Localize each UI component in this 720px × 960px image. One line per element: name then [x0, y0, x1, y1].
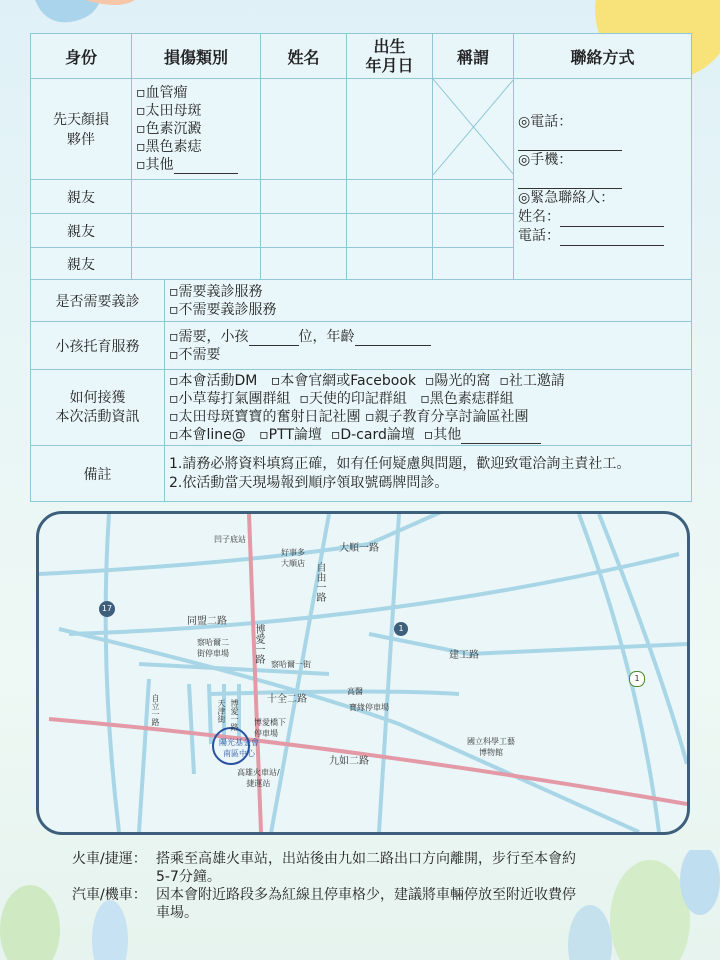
- partner-relation-cell-crossed: [433, 79, 514, 180]
- row-label-family-3: 親友: [31, 248, 132, 280]
- label-ziyou-road: 自由一路: [314, 562, 325, 602]
- family-1-name[interactable]: [261, 180, 347, 214]
- childcare-label: 小孩托育服務: [31, 322, 165, 370]
- car-mode-label: 汽車/機車：: [72, 887, 147, 903]
- option-hemangioma[interactable]: ▫血管瘤: [136, 85, 188, 101]
- option-strawberry-group[interactable]: ▫小草莓打氣團群組: [169, 390, 291, 407]
- label-station-top: 凹子底站: [214, 535, 246, 544]
- option-other[interactable]: ▫其他: [136, 156, 256, 174]
- header-contact: 聯絡方式: [514, 34, 692, 79]
- option-social-worker[interactable]: ▫社工邀請: [499, 372, 565, 389]
- label-jiangong-road: 建工路: [449, 650, 479, 661]
- family-2-name[interactable]: [261, 214, 347, 248]
- map-roads: [39, 514, 687, 832]
- option-ota-nevus[interactable]: ▫太田母斑: [136, 103, 202, 119]
- row-label-family-2: 親友: [31, 214, 132, 248]
- option-sunshine-nest[interactable]: ▫陽光的窩: [424, 372, 491, 389]
- label-center: 陽光基金會 南區中心: [219, 738, 259, 758]
- label-chahaer-street: 察哈爾一街: [271, 660, 311, 669]
- train-text: 搭乘至高雄火車站，出站後由九如二路出口方向離開，步行至本會約 5-7分鐘。: [156, 851, 576, 885]
- label-parking-3: 博愛橋下 停車場: [254, 718, 286, 738]
- highway-17-badge: 17: [99, 601, 115, 617]
- option-parenting-club[interactable]: ▫親子教育分享討論區社團: [364, 408, 529, 425]
- row-label-partner: 先天顏損 夥伴: [31, 79, 132, 180]
- header-name: 姓名: [261, 34, 347, 79]
- consult-options: [165, 280, 692, 322]
- option-dm[interactable]: ▫本會活動DM: [169, 372, 258, 389]
- contact-em-phone[interactable]: 電話：: [518, 227, 687, 246]
- family-3-type[interactable]: [132, 248, 261, 280]
- contact-phone[interactable]: ◎電話：: [518, 113, 573, 130]
- label-kaohsiung-station: 高雄火車站/ 捷運站: [237, 768, 280, 788]
- option-dcard[interactable]: ▫D-card論壇: [330, 426, 415, 443]
- cross-out-mark: [433, 79, 514, 175]
- label-boai-road: 博愛一路: [253, 624, 264, 664]
- info-source-options: [165, 370, 692, 446]
- option-no-childcare[interactable]: ▫不需要: [169, 346, 221, 363]
- label-parking-2: 寶緣停車場: [349, 703, 389, 712]
- option-line[interactable]: ▫本會line@: [169, 426, 246, 443]
- contact-em-name[interactable]: 姓名：: [518, 208, 687, 227]
- family-1-birth[interactable]: [347, 180, 433, 214]
- partner-name-cell[interactable]: [261, 79, 347, 180]
- consult-label: 是否需要義診: [31, 280, 165, 322]
- option-melanocytic-nevus[interactable]: ▫黑色素痣: [136, 139, 202, 155]
- highway-1-badge-east: 1: [629, 671, 645, 687]
- highway-1-badge: 1: [394, 622, 408, 636]
- option-need-childcare[interactable]: ▫需要，小孩 位，年齡: [169, 328, 687, 346]
- contact-emergency: ◎緊急聯絡人：: [518, 189, 615, 206]
- option-need-consult[interactable]: ▫需要義診服務: [169, 283, 263, 300]
- label-costco: 好事多 大順店: [281, 548, 305, 568]
- label-zili-road: 自立一路: [151, 694, 160, 726]
- option-pigmentation[interactable]: ▫色素沉澱: [136, 121, 202, 137]
- family-3-birth[interactable]: [347, 248, 433, 280]
- option-ota-club[interactable]: ▫太田母斑寶寶的奮射日記社團: [169, 408, 361, 425]
- note-1: 1.請務必將資料填寫正確，如有任何疑慮與問題，歡迎致電洽詢主責社工。: [169, 455, 631, 472]
- contact-cell: [514, 79, 692, 280]
- header-birth: 出生 年月日: [347, 34, 433, 79]
- header-relation: 稱謂: [433, 34, 514, 79]
- label-kmu-hospital: 高醫: [347, 687, 363, 696]
- partner-birth-cell[interactable]: [347, 79, 433, 180]
- header-damage-type: 損傷類別: [132, 34, 261, 79]
- label-shiquan-road: 十全二路: [267, 694, 307, 705]
- row-label-family-1: 親友: [31, 180, 132, 214]
- family-1-type[interactable]: [132, 180, 261, 214]
- direction-train: [72, 850, 676, 886]
- option-no-consult[interactable]: ▫不需要義診服務: [169, 301, 277, 318]
- label-tongmeng-road: 同盟二路: [187, 616, 227, 627]
- train-mode-label: 火車/捷運：: [72, 851, 147, 867]
- header-identity: 身份: [31, 34, 132, 79]
- family-2-birth[interactable]: [347, 214, 433, 248]
- label-parking-1: 察哈爾二 街停車場: [197, 638, 229, 658]
- label-dashun-road: 大順一路: [339, 543, 379, 554]
- option-ptt[interactable]: ▫PTT論壇: [259, 426, 322, 443]
- family-3-name[interactable]: [261, 248, 347, 280]
- label-tianjin-street: 天津街: [217, 699, 226, 723]
- option-other-source[interactable]: ▫其他: [424, 427, 542, 443]
- option-nevus-group[interactable]: ▫黑色素痣群組: [420, 390, 514, 407]
- notes-content: [165, 446, 692, 502]
- damage-options: [132, 79, 261, 180]
- family-3-relation[interactable]: [433, 248, 514, 280]
- family-2-relation[interactable]: [433, 214, 514, 248]
- label-jiuru-road: 九如二路: [329, 756, 369, 767]
- registration-table: [30, 33, 692, 502]
- notes-label: 備註: [31, 446, 165, 502]
- note-2: 2.依活動當天現場報到順序領取號碼牌問診。: [169, 474, 449, 491]
- location-map: [36, 511, 690, 835]
- option-website[interactable]: ▫本會官網或Facebook: [270, 372, 417, 389]
- label-museum: 國立科學工藝 博物館: [467, 737, 515, 757]
- family-1-relation[interactable]: [433, 180, 514, 214]
- contact-mobile[interactable]: ◎手機：: [518, 151, 573, 168]
- childcare-options: [165, 322, 692, 370]
- info-source-label: 如何接獲 本次活動資訊: [31, 370, 165, 446]
- direction-car: [72, 886, 676, 922]
- family-2-type[interactable]: [132, 214, 261, 248]
- option-angel-group[interactable]: ▫天使的印記群組: [299, 390, 407, 407]
- car-text: 因本會附近路段多為紅線且停車格少，建議將車輛停放至附近收費停 車場。: [156, 887, 576, 921]
- label-boai-road-2: 博愛一路: [230, 699, 239, 731]
